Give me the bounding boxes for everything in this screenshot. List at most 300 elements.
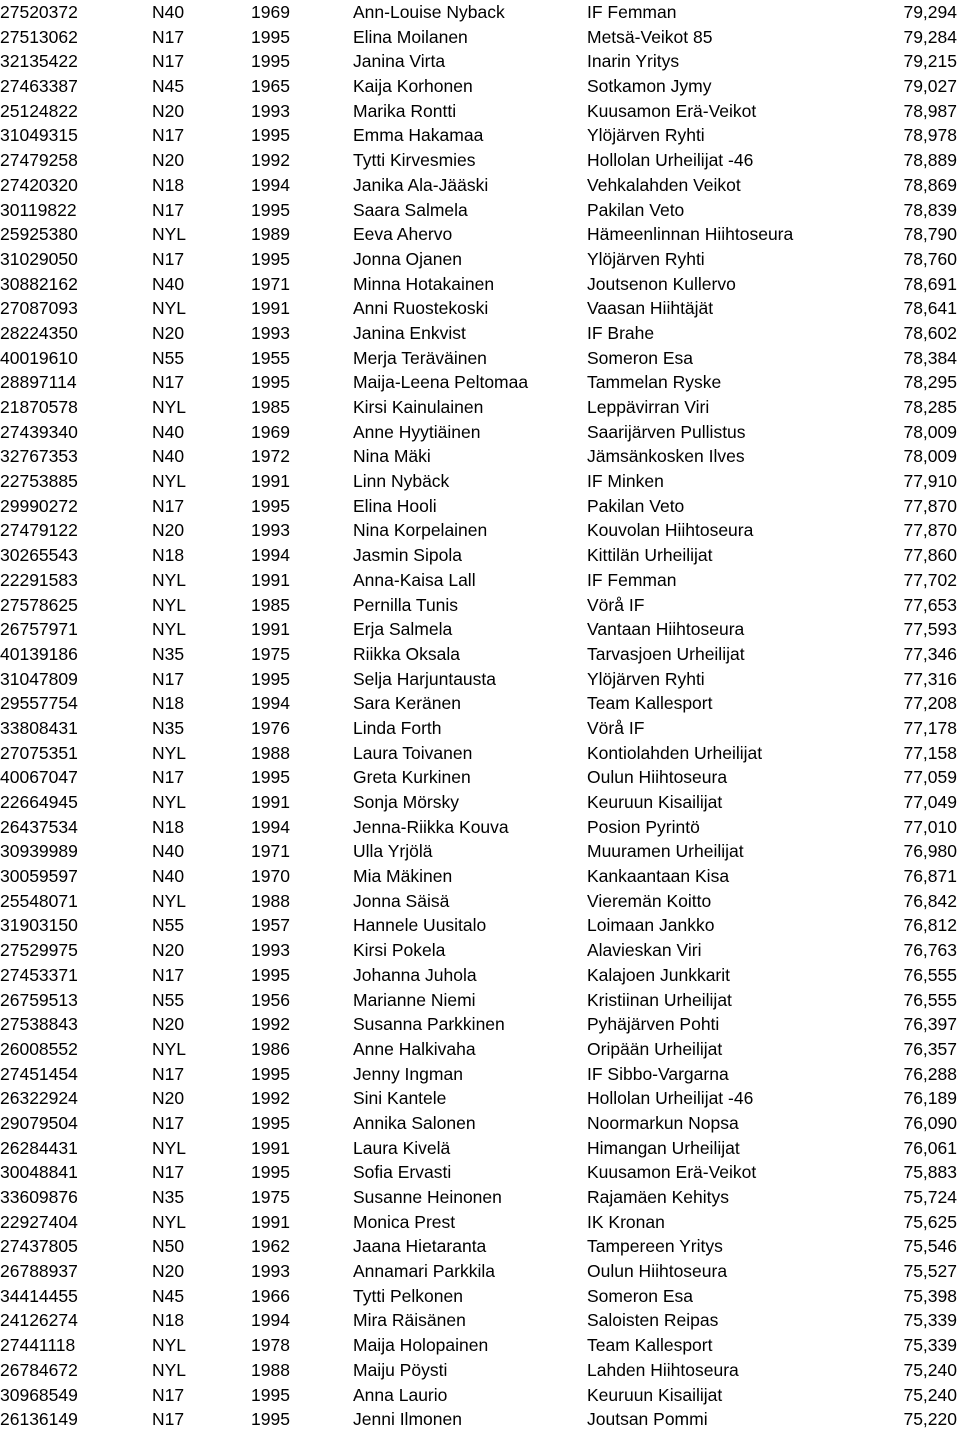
table-row <box>0 296 960 321</box>
club-name: Himangan Urheilijat <box>587 1137 740 1158</box>
birth-year: 1995 <box>251 248 290 269</box>
birth-year: 1975 <box>251 1187 290 1207</box>
points: 78,889 <box>903 150 957 171</box>
athlete-id: 27479122 <box>0 520 78 541</box>
athlete-id: 31903150 <box>0 915 78 936</box>
athlete-name: Kaija Korhonen <box>353 76 473 97</box>
age-class: N18 <box>152 174 185 195</box>
age-class: N55 <box>152 989 185 1010</box>
points: 75,240 <box>903 1359 957 1380</box>
athlete-name: Elina Moilanen <box>353 26 468 47</box>
table-row <box>0 247 960 272</box>
club-name: Kankaantaan Kisa <box>587 866 730 887</box>
club-name: Kuusamon Erä-Veikot <box>587 1162 757 1183</box>
table-row <box>0 395 960 420</box>
club-name: Metsä-Veikot 85 <box>587 26 713 47</box>
birth-year: 1986 <box>251 1038 290 1059</box>
points: 75,339 <box>903 1310 957 1331</box>
athlete-name: Anna Laurio <box>353 1384 448 1405</box>
table-row <box>0 667 960 692</box>
points: 78,285 <box>903 397 957 417</box>
athlete-id: 31049315 <box>0 125 78 146</box>
points: 77,702 <box>903 569 957 590</box>
table-row <box>0 741 960 766</box>
age-class: N55 <box>152 915 185 936</box>
club-name: Vörå IF <box>587 717 645 738</box>
points: 75,625 <box>903 1211 957 1232</box>
age-class: N35 <box>152 717 185 738</box>
table-row <box>0 49 960 74</box>
athlete-name: Anne Halkivaha <box>353 1038 476 1059</box>
birth-year: 1978 <box>251 1335 290 1356</box>
points: 77,208 <box>903 693 957 714</box>
club-name: IF Femman <box>587 2 677 22</box>
age-class: N20 <box>152 1014 185 1035</box>
club-name: Tammelan Ryske <box>587 372 722 393</box>
table-row <box>0 272 960 297</box>
birth-year: 1995 <box>251 1162 290 1183</box>
points: 77,870 <box>903 495 957 516</box>
table-row <box>0 1037 960 1062</box>
club-name: Posion Pyrintö <box>587 816 700 837</box>
age-class: N20 <box>152 1088 185 1109</box>
age-class: N17 <box>152 1112 185 1133</box>
table-row <box>0 1407 960 1432</box>
birth-year: 1995 <box>251 495 290 516</box>
athlete-name: Selja Harjuntausta <box>353 668 496 689</box>
age-class: N20 <box>152 520 185 541</box>
table-row <box>0 1383 960 1408</box>
athlete-name: Susanna Parkkinen <box>353 1014 505 1035</box>
age-class: NYL <box>152 890 187 911</box>
club-name: Leppävirran Viri <box>587 397 710 417</box>
athlete-name: Eeva Ahervo <box>353 224 453 245</box>
club-name: IF Brahe <box>587 322 655 343</box>
athlete-name: Erja Salmela <box>353 619 453 640</box>
age-class: N17 <box>152 767 185 788</box>
table-row <box>0 1308 960 1333</box>
athlete-name: Kirsi Pokela <box>353 940 446 961</box>
points: 79,284 <box>903 26 957 47</box>
club-name: Vaasan Hiihtäjät <box>587 298 714 319</box>
athlete-id: 26757971 <box>0 619 78 640</box>
birth-year: 1969 <box>251 421 290 442</box>
club-name: Kouvolan Hiihtoseura <box>587 520 754 541</box>
club-name: Vehkalahden Veikot <box>587 174 741 195</box>
club-name: Hollolan Urheilijat -46 <box>587 1088 754 1109</box>
points: 77,860 <box>903 545 957 566</box>
athlete-name: Monica Prest <box>353 1211 456 1232</box>
age-class: N55 <box>152 347 185 368</box>
athlete-id: 26788937 <box>0 1261 78 1282</box>
athlete-id: 27520372 <box>0 2 78 22</box>
athlete-id: 31047809 <box>0 668 78 689</box>
birth-year: 1993 <box>251 322 290 343</box>
age-class: NYL <box>152 594 187 615</box>
birth-year: 1970 <box>251 866 290 887</box>
athlete-id: 25925380 <box>0 224 78 245</box>
athlete-name: Anni Ruostekoski <box>353 298 489 319</box>
table-row <box>0 913 960 938</box>
athlete-id: 27578625 <box>0 594 78 615</box>
athlete-id: 22927404 <box>0 1211 78 1232</box>
birth-year: 1991 <box>251 1137 290 1158</box>
age-class: N18 <box>152 545 185 566</box>
athlete-name: Nina Mäki <box>353 446 431 467</box>
birth-year: 1995 <box>251 668 290 689</box>
club-name: Ylöjärven Ryhti <box>587 668 705 689</box>
athlete-id: 33609876 <box>0 1187 78 1207</box>
club-name: Team Kallesport <box>587 1335 713 1356</box>
points: 75,883 <box>903 1162 957 1183</box>
birth-year: 1995 <box>251 1384 290 1405</box>
athlete-name: Laura Kivelä <box>353 1137 451 1158</box>
athlete-id: 22291583 <box>0 569 78 590</box>
club-name: Pakilan Veto <box>587 199 685 220</box>
athlete-id: 29557754 <box>0 693 78 714</box>
age-class: NYL <box>152 742 187 763</box>
points: 76,189 <box>903 1088 957 1109</box>
table-row <box>0 642 960 667</box>
age-class: N17 <box>152 1162 185 1183</box>
points: 78,009 <box>903 446 957 467</box>
athlete-name: Ann-Louise Nyback <box>353 2 505 22</box>
athlete-name: Janina Enkvist <box>353 322 466 343</box>
age-class: N17 <box>152 1063 185 1084</box>
points: 78,295 <box>903 372 957 393</box>
age-class: NYL <box>152 1137 187 1158</box>
birth-year: 1989 <box>251 224 290 245</box>
club-name: Ylöjärven Ryhti <box>587 125 705 146</box>
athlete-id: 40139186 <box>0 643 78 664</box>
athlete-id: 27451454 <box>0 1063 78 1084</box>
club-name: Keuruun Kisailijat <box>587 792 723 812</box>
points: 76,061 <box>903 1137 957 1158</box>
table-row <box>0 1086 960 1111</box>
points: 75,240 <box>903 1384 957 1405</box>
age-class: N17 <box>152 248 185 269</box>
athlete-id: 27538843 <box>0 1014 78 1035</box>
athlete-id: 34414455 <box>0 1285 78 1306</box>
athlete-name: Linn Nybäck <box>353 471 450 492</box>
age-class: NYL <box>152 1038 187 1059</box>
birth-year: 1988 <box>251 1359 290 1380</box>
athlete-id: 27479258 <box>0 150 78 171</box>
age-class: N20 <box>152 322 185 343</box>
athlete-id: 40019610 <box>0 347 78 368</box>
birth-year: 1991 <box>251 1211 290 1232</box>
age-class: N18 <box>152 816 185 837</box>
athlete-name: Merja Teräväinen <box>353 347 487 368</box>
athlete-id: 29079504 <box>0 1112 78 1133</box>
age-class: N20 <box>152 1261 185 1282</box>
athlete-id: 22664945 <box>0 792 78 812</box>
club-name: IF Femman <box>587 569 677 590</box>
club-name: Oripään Urheilijat <box>587 1038 723 1059</box>
table-row <box>0 617 960 642</box>
athlete-name: Linda Forth <box>353 717 442 738</box>
points: 76,763 <box>903 940 957 961</box>
athlete-id: 33808431 <box>0 717 78 738</box>
club-name: Oulun Hiihtoseura <box>587 767 728 788</box>
points: 76,357 <box>903 1038 957 1059</box>
table-row <box>0 1012 960 1037</box>
club-name: Noormarkun Nopsa <box>587 1112 739 1133</box>
birth-year: 1985 <box>251 397 290 417</box>
athlete-name: Sara Keränen <box>353 693 461 714</box>
table-row <box>0 0 960 25</box>
age-class: N40 <box>152 273 185 294</box>
table-row <box>0 444 960 469</box>
age-class: N17 <box>152 372 185 393</box>
athlete-id: 27087093 <box>0 298 78 319</box>
age-class: N18 <box>152 693 185 714</box>
table-row <box>0 1358 960 1383</box>
points: 77,346 <box>903 643 957 664</box>
birth-year: 1975 <box>251 643 290 664</box>
athlete-name: Annamari Parkkila <box>353 1261 495 1282</box>
athlete-name: Jasmin Sipola <box>353 545 462 566</box>
points: 78,839 <box>903 199 957 220</box>
club-name: Sotkamon Jymy <box>587 76 712 97</box>
athlete-id: 30939989 <box>0 841 78 862</box>
athlete-id: 31029050 <box>0 248 78 269</box>
age-class: N17 <box>152 1384 185 1405</box>
athlete-id: 26322924 <box>0 1088 78 1109</box>
birth-year: 1995 <box>251 125 290 146</box>
birth-year: 1993 <box>251 1261 290 1282</box>
club-name: Kittilän Urheilijat <box>587 545 713 566</box>
table-row <box>0 790 960 815</box>
athlete-id: 26284431 <box>0 1137 78 1158</box>
club-name: Ylöjärven Ryhti <box>587 248 705 269</box>
athlete-id: 26008552 <box>0 1038 78 1059</box>
age-class: N17 <box>152 964 185 985</box>
athlete-name: Jenna-Riikka Kouva <box>353 816 509 837</box>
table-row <box>0 99 960 124</box>
table-row <box>0 1160 960 1185</box>
athlete-name: Annika Salonen <box>353 1112 476 1133</box>
club-name: Kontiolahden Urheilijat <box>587 742 763 763</box>
athlete-name: Jonna Säisä <box>353 890 450 911</box>
table-row <box>0 839 960 864</box>
points: 78,009 <box>903 421 957 442</box>
table-row <box>0 889 960 914</box>
points: 78,869 <box>903 174 957 195</box>
table-row <box>0 716 960 741</box>
athlete-id: 27529975 <box>0 940 78 961</box>
birth-year: 1988 <box>251 742 290 763</box>
birth-year: 1976 <box>251 717 290 738</box>
club-name: Pyhäjärven Pohti <box>587 1014 720 1035</box>
age-class: N40 <box>152 421 185 442</box>
athlete-name: Marianne Niemi <box>353 989 476 1010</box>
age-class: NYL <box>152 1211 187 1232</box>
athlete-name: Pernilla Tunis <box>353 594 459 615</box>
points: 76,555 <box>903 989 957 1010</box>
birth-year: 1971 <box>251 273 290 294</box>
athlete-id: 25548071 <box>0 890 78 911</box>
athlete-id: 30048841 <box>0 1162 78 1183</box>
birth-year: 1995 <box>251 372 290 393</box>
table-row <box>0 593 960 618</box>
birth-year: 1992 <box>251 150 290 171</box>
age-class: N17 <box>152 26 185 47</box>
athlete-name: Tytti Pelkonen <box>353 1285 463 1306</box>
age-class: NYL <box>152 298 187 319</box>
athlete-name: Maija-Leena Peltomaa <box>353 372 529 393</box>
age-class: N20 <box>152 100 185 121</box>
points: 76,555 <box>903 964 957 985</box>
birth-year: 1972 <box>251 446 290 467</box>
club-name: Tarvasjoen Urheilijat <box>587 643 745 664</box>
athlete-name: Hannele Uusitalo <box>353 915 487 936</box>
athlete-name: Janika Ala-Jääski <box>353 174 489 195</box>
age-class: N20 <box>152 150 185 171</box>
age-class: N17 <box>152 495 185 516</box>
club-name: Kuusamon Erä-Veikot <box>587 100 757 121</box>
athlete-id: 26759513 <box>0 989 78 1010</box>
points: 78,641 <box>903 298 957 319</box>
athlete-name: Jonna Ojanen <box>353 248 462 269</box>
table-row <box>0 123 960 148</box>
club-name: Team Kallesport <box>587 693 713 714</box>
birth-year: 1995 <box>251 767 290 788</box>
table-row <box>0 420 960 445</box>
athlete-name: Jenny Ingman <box>353 1063 463 1084</box>
athlete-id: 22753885 <box>0 471 78 492</box>
age-class: N40 <box>152 866 185 887</box>
points: 77,870 <box>903 520 957 541</box>
points: 77,010 <box>903 816 957 837</box>
age-class: N20 <box>152 940 185 961</box>
athlete-id: 32767353 <box>0 446 78 467</box>
age-class: N17 <box>152 125 185 146</box>
athlete-name: Anna-Kaisa Lall <box>353 569 476 590</box>
club-name: IK Kronan <box>587 1211 665 1232</box>
table-row <box>0 938 960 963</box>
athlete-id: 26784672 <box>0 1359 78 1380</box>
birth-year: 1993 <box>251 100 290 121</box>
age-class: N18 <box>152 1310 185 1331</box>
athlete-name: Janina Virta <box>353 51 446 72</box>
birth-year: 1994 <box>251 545 290 566</box>
points: 75,724 <box>903 1187 957 1207</box>
age-class: NYL <box>152 1335 187 1356</box>
athlete-id: 30882162 <box>0 273 78 294</box>
points: 75,398 <box>903 1285 957 1306</box>
table-row <box>0 346 960 371</box>
points: 75,527 <box>903 1261 957 1282</box>
birth-year: 1995 <box>251 199 290 220</box>
birth-year: 1995 <box>251 964 290 985</box>
birth-year: 1994 <box>251 1310 290 1331</box>
points: 76,871 <box>903 866 957 887</box>
points: 77,059 <box>903 767 957 788</box>
athlete-name: Mira Räisänen <box>353 1310 466 1331</box>
birth-year: 1994 <box>251 693 290 714</box>
club-name: Vörå IF <box>587 594 645 615</box>
age-class: N40 <box>152 841 185 862</box>
points: 79,294 <box>903 2 957 22</box>
table-row <box>0 1136 960 1161</box>
table-row <box>0 25 960 50</box>
athlete-id: 30119822 <box>0 199 77 220</box>
club-name: Alavieskan Viri <box>587 940 702 961</box>
birth-year: 1991 <box>251 471 290 492</box>
athlete-id: 25124822 <box>0 100 78 121</box>
birth-year: 1995 <box>251 1063 290 1084</box>
club-name: Hämeenlinnan Hiihtoseura <box>587 224 794 245</box>
athlete-name: Mia Mäkinen <box>353 866 453 887</box>
athlete-id: 40067047 <box>0 767 78 788</box>
table-row <box>0 864 960 889</box>
athlete-id: 30059597 <box>0 866 78 887</box>
athlete-name: Susanne Heinonen <box>353 1187 502 1207</box>
birth-year: 1993 <box>251 520 290 541</box>
athlete-id: 28897114 <box>0 372 77 393</box>
athlete-name: Nina Korpelainen <box>353 520 488 541</box>
points: 78,790 <box>903 224 957 245</box>
table-row <box>0 321 960 346</box>
athlete-id: 26136149 <box>0 1409 78 1430</box>
club-name: Saloisten Reipas <box>587 1310 719 1331</box>
birth-year: 1966 <box>251 1285 290 1306</box>
athlete-name: Elina Hooli <box>353 495 437 516</box>
age-class: NYL <box>152 224 187 245</box>
athlete-id: 24126274 <box>0 1310 78 1331</box>
points: 78,384 <box>903 347 957 368</box>
club-name: Joutsenon Kullervo <box>587 273 736 294</box>
table-row <box>0 198 960 223</box>
birth-year: 1955 <box>251 347 290 368</box>
table-row <box>0 1259 960 1284</box>
athlete-id: 27439340 <box>0 421 78 442</box>
club-name: Jämsänkosken Ilves <box>587 446 745 467</box>
birth-year: 1994 <box>251 816 290 837</box>
table-row <box>0 173 960 198</box>
club-name: Vantaan Hiihtoseura <box>587 619 745 640</box>
table-row <box>0 1062 960 1087</box>
club-name: Rajamäen Kehitys <box>587 1187 730 1207</box>
table-row <box>0 543 960 568</box>
athlete-name: Marika Rontti <box>353 100 457 121</box>
age-class: N35 <box>152 643 185 664</box>
club-name: Keuruun Kisailijat <box>587 1384 723 1405</box>
athlete-name: Ulla Yrjölä <box>353 841 433 862</box>
birth-year: 1995 <box>251 51 290 72</box>
club-name: Someron Esa <box>587 1285 694 1306</box>
athlete-name: Sini Kantele <box>353 1088 447 1109</box>
athlete-id: 27453371 <box>0 964 78 985</box>
table-row <box>0 74 960 99</box>
athlete-name: Sofia Ervasti <box>353 1162 452 1183</box>
age-class: N40 <box>152 446 185 467</box>
points: 76,980 <box>903 841 957 862</box>
points: 77,593 <box>903 619 957 640</box>
birth-year: 1957 <box>251 915 290 936</box>
age-class: N40 <box>152 2 185 22</box>
age-class: NYL <box>152 1359 187 1380</box>
age-class: N17 <box>152 668 185 689</box>
birth-year: 1988 <box>251 890 290 911</box>
table-row <box>0 518 960 543</box>
table-row <box>0 815 960 840</box>
athlete-id: 21870578 <box>0 397 78 417</box>
birth-year: 1985 <box>251 594 290 615</box>
points: 78,987 <box>903 100 957 121</box>
age-class: NYL <box>152 397 187 417</box>
